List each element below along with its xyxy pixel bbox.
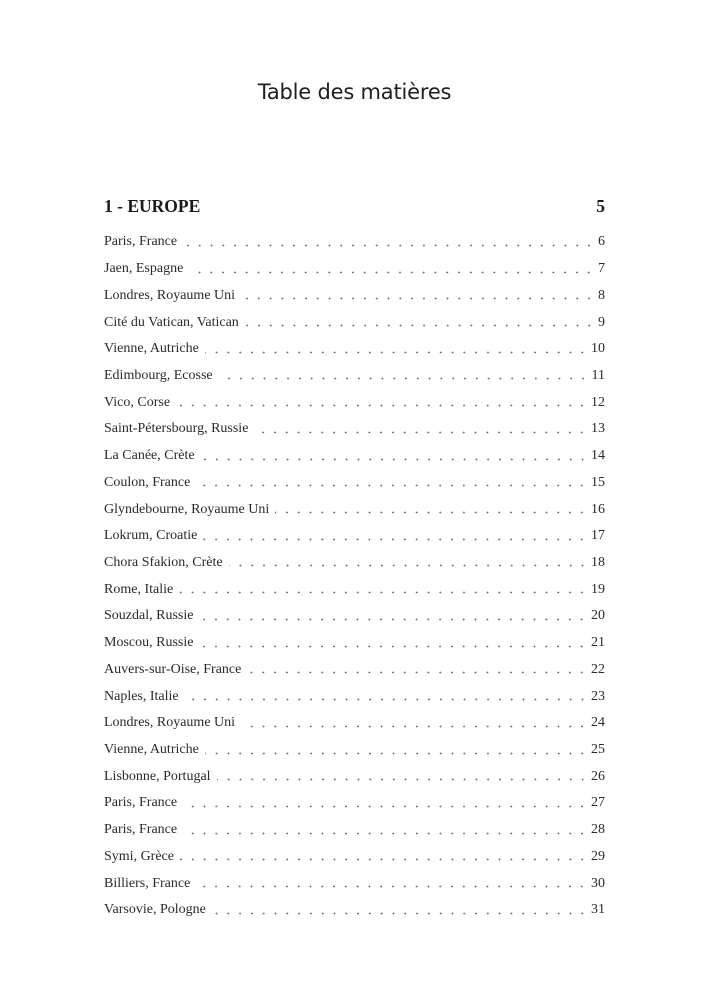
toc-entry-label: Paris, France (104, 822, 178, 838)
dot-leader (203, 538, 588, 541)
dot-leader (205, 351, 588, 354)
toc-entry-page-number: 10 (591, 341, 605, 357)
toc-entry[interactable] (104, 897, 605, 924)
dot-leader (241, 297, 595, 300)
dot-leader (245, 324, 595, 327)
toc-entry-label: La Canée, Crète (104, 448, 195, 464)
toc-entry-page-number: 19 (591, 581, 605, 597)
toc-entry[interactable] (104, 282, 605, 309)
toc-entry[interactable] (104, 309, 605, 336)
toc-entry[interactable] (104, 363, 605, 390)
toc-entry-page-number: 26 (591, 768, 605, 784)
toc-entry-label: Auvers-sur-Oise, France (104, 661, 242, 677)
dot-leader (275, 511, 588, 514)
dot-leader (196, 885, 588, 888)
toc-entry-page-number: 24 (591, 715, 605, 731)
toc-entry-label: Naples, Italie (104, 688, 179, 704)
toc-entry-page-number: 16 (591, 501, 605, 517)
toc-entry-page-number: 29 (591, 848, 605, 864)
toc-entry-label: Saint-Pétersbourg, Russie (104, 421, 249, 437)
dot-leader (189, 271, 595, 274)
toc-entry-page-number: 15 (591, 474, 605, 490)
toc-entry-page-number: 20 (591, 608, 605, 624)
toc-entry-label: Londres, Royaume Uni (104, 287, 236, 303)
toc-entry-page-number: 22 (591, 661, 605, 677)
toc-entry-label: Paris, France (104, 234, 178, 250)
toc-entry[interactable] (104, 389, 605, 416)
page-title: Table des matières (257, 80, 452, 104)
toc-entry-page-number: 30 (591, 875, 605, 891)
toc-entry[interactable] (104, 870, 605, 897)
dot-leader (199, 645, 588, 648)
toc-entry-label: Jaen, Espagne (104, 261, 184, 277)
toc-entry[interactable] (104, 443, 605, 470)
toc-entry[interactable] (104, 710, 605, 737)
dot-leader (241, 725, 588, 728)
toc-entry[interactable] (104, 763, 605, 790)
dot-leader (205, 752, 588, 755)
dot-leader (217, 778, 588, 781)
toc-entry-page-number: 8 (598, 287, 605, 303)
toc-entry-label: Chora Sfakion, Crète (104, 554, 223, 570)
section-label: 1 - EUROPE (104, 196, 201, 216)
dot-leader (176, 404, 588, 407)
toc-entry[interactable] (104, 523, 605, 550)
toc-entry[interactable] (104, 603, 605, 630)
toc-entry-page-number: 27 (591, 795, 605, 811)
toc-entry-page-number: 17 (591, 528, 605, 544)
toc-entry-label: Londres, Royaume Uni (104, 715, 236, 731)
toc-entry-label: Souzdal, Russie (104, 608, 194, 624)
toc-entry[interactable] (104, 496, 605, 523)
dot-leader (199, 618, 588, 621)
toc-section-heading[interactable] (104, 196, 605, 217)
dot-leader (229, 564, 588, 567)
toc-entry[interactable] (104, 683, 605, 710)
dot-leader (180, 858, 588, 861)
dot-leader (212, 912, 588, 915)
toc-entry[interactable] (104, 550, 605, 577)
toc-entry[interactable] (104, 416, 605, 443)
toc-entry[interactable] (104, 229, 605, 256)
toc-entry-label: Billiers, France (104, 875, 191, 891)
toc-entry-page-number: 23 (591, 688, 605, 704)
dot-leader (183, 244, 595, 247)
toc-entry[interactable] (104, 336, 605, 363)
toc-entry-page-number: 7 (598, 261, 605, 277)
dot-leader (254, 431, 588, 434)
toc-entry-page-number: 6 (598, 234, 605, 250)
toc-entry-label: Moscou, Russie (104, 635, 194, 651)
toc-entry[interactable] (104, 630, 605, 657)
toc-entry[interactable] (104, 576, 605, 603)
toc-entry[interactable] (104, 844, 605, 871)
section-page-number: 5 (596, 196, 605, 216)
toc-entry-label: Rome, Italie (104, 581, 174, 597)
dot-leader (183, 805, 588, 808)
toc-entry-label: Vico, Corse (104, 394, 171, 410)
toc-entry-label: Varsovie, Pologne (104, 902, 206, 918)
toc-entry-label: Edimbourg, Ecosse (104, 367, 213, 383)
toc-entry-page-number: 11 (591, 367, 605, 383)
dot-leader (219, 377, 589, 380)
toc-entry-label: Cité du Vatican, Vatican (104, 314, 239, 330)
toc-entry[interactable] (104, 256, 605, 283)
toc-entry-label: Glyndebourne, Royaume Uni (104, 501, 270, 517)
toc-entry-label: Vienne, Autriche (104, 341, 199, 357)
toc-entry-label: Paris, France (104, 795, 178, 811)
dot-leader (201, 458, 588, 461)
toc-entry-page-number: 25 (591, 742, 605, 758)
toc-entry-label: Coulon, France (104, 474, 191, 490)
toc-entry-page-number: 9 (598, 314, 605, 330)
toc-entry-page-number: 21 (591, 635, 605, 651)
toc-entry-page-number: 12 (591, 394, 605, 410)
toc-entry-label: Lokrum, Croatie (104, 528, 198, 544)
dot-leader (196, 484, 588, 487)
dot-leader (183, 832, 588, 835)
toc-entry[interactable] (104, 657, 605, 684)
toc-entry-page-number: 18 (591, 554, 605, 570)
toc-entry-list (104, 229, 605, 924)
toc-entry[interactable] (104, 790, 605, 817)
toc-entry[interactable] (104, 737, 605, 764)
dot-leader (185, 698, 588, 701)
toc-entry-page-number: 28 (591, 822, 605, 838)
toc-entry-page-number: 14 (591, 448, 605, 464)
toc-entry-label: Lisbonne, Portugal (104, 768, 211, 784)
dot-leader (247, 671, 588, 674)
toc-entry-label: Vienne, Autriche (104, 742, 199, 758)
toc-entry[interactable] (104, 469, 605, 496)
toc-entry-label: Symi, Grèce (104, 848, 174, 864)
toc-entry[interactable] (104, 817, 605, 844)
toc-entry-page-number: 31 (591, 902, 605, 918)
dot-leader (179, 591, 588, 594)
toc-entry-page-number: 13 (591, 421, 605, 437)
